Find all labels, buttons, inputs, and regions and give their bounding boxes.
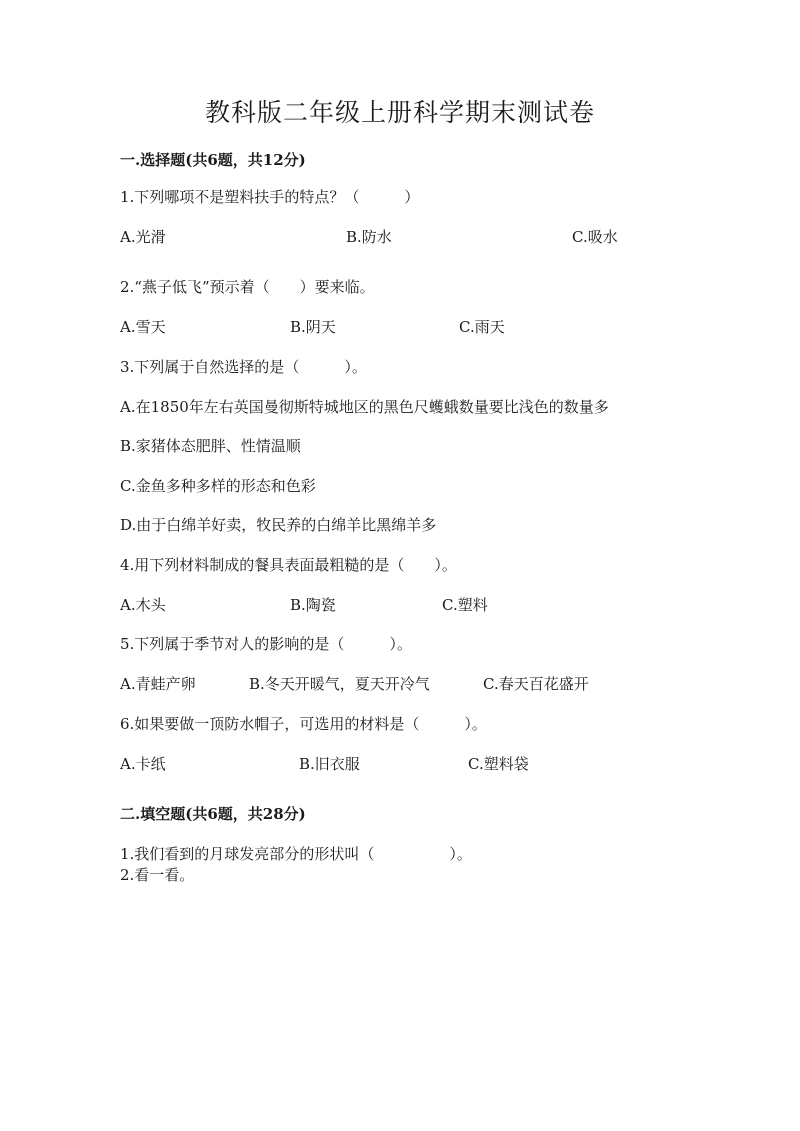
question-3-option-a: A.在1850年左右英国曼彻斯特城地区的黑色尺蠖蛾数量要比浅色的数量多 xyxy=(120,398,609,416)
fill-question-2: 2.看一看。 xyxy=(120,866,195,884)
question-2-stem: 2.“燕子低飞”预示着（ ）要来临。 xyxy=(120,278,375,296)
question-4-option-a: A.木头 xyxy=(120,596,166,614)
question-5-option-a: A.青蛙产卵 xyxy=(120,675,196,693)
section-heading-multiple-choice: 一.选择题(共6题，共12分) xyxy=(120,151,306,169)
question-3-option-b: B.家猪体态肥胖、性情温顺 xyxy=(120,437,301,455)
question-6-stem: 6.如果要做一顶防水帽子，可选用的材料是（ ）。 xyxy=(120,715,487,733)
question-3-stem: 3.下列属于自然选择的是（ ）。 xyxy=(120,358,367,376)
question-1-stem: 1.下列哪项不是塑料扶手的特点？（ ） xyxy=(120,188,420,206)
question-2-option-c: C.雨天 xyxy=(459,318,505,336)
question-1-option-a: A.光滑 xyxy=(120,228,166,246)
question-6-option-c: C.塑料袋 xyxy=(468,755,529,773)
question-6-option-b: B.旧衣服 xyxy=(299,755,360,773)
question-5-stem: 5.下列属于季节对人的影响的是（ ）。 xyxy=(120,635,412,653)
question-5-option-b: B.冬天开暖气，夏天开冷气 xyxy=(249,675,430,693)
fill-question-1: 1.我们看到的月球发亮部分的形状叫（ ）。 xyxy=(120,845,472,863)
question-4-option-b: B.陶瓷 xyxy=(290,596,336,614)
exam-title: 教科版二年级上册科学期末测试卷 xyxy=(204,98,595,127)
section-heading-fill-in: 二.填空题(共6题，共28分) xyxy=(120,805,306,823)
question-1-option-b: B.防水 xyxy=(346,228,392,246)
question-3-option-c: C.金鱼多种多样的形态和色彩 xyxy=(120,477,316,495)
question-4-option-c: C.塑料 xyxy=(442,596,488,614)
question-2-option-b: B.阴天 xyxy=(290,318,336,336)
question-3-option-d: D.由于白绵羊好卖，牧民养的白绵羊比黑绵羊多 xyxy=(120,516,437,534)
question-5-option-c: C.春天百花盛开 xyxy=(483,675,589,693)
question-4-stem: 4.用下列材料制成的餐具表面最粗糙的是（ ）。 xyxy=(120,556,457,574)
question-1-option-c: C.吸水 xyxy=(572,228,618,246)
question-6-option-a: A.卡纸 xyxy=(120,755,166,773)
question-2-option-a: A.雪天 xyxy=(120,318,166,336)
